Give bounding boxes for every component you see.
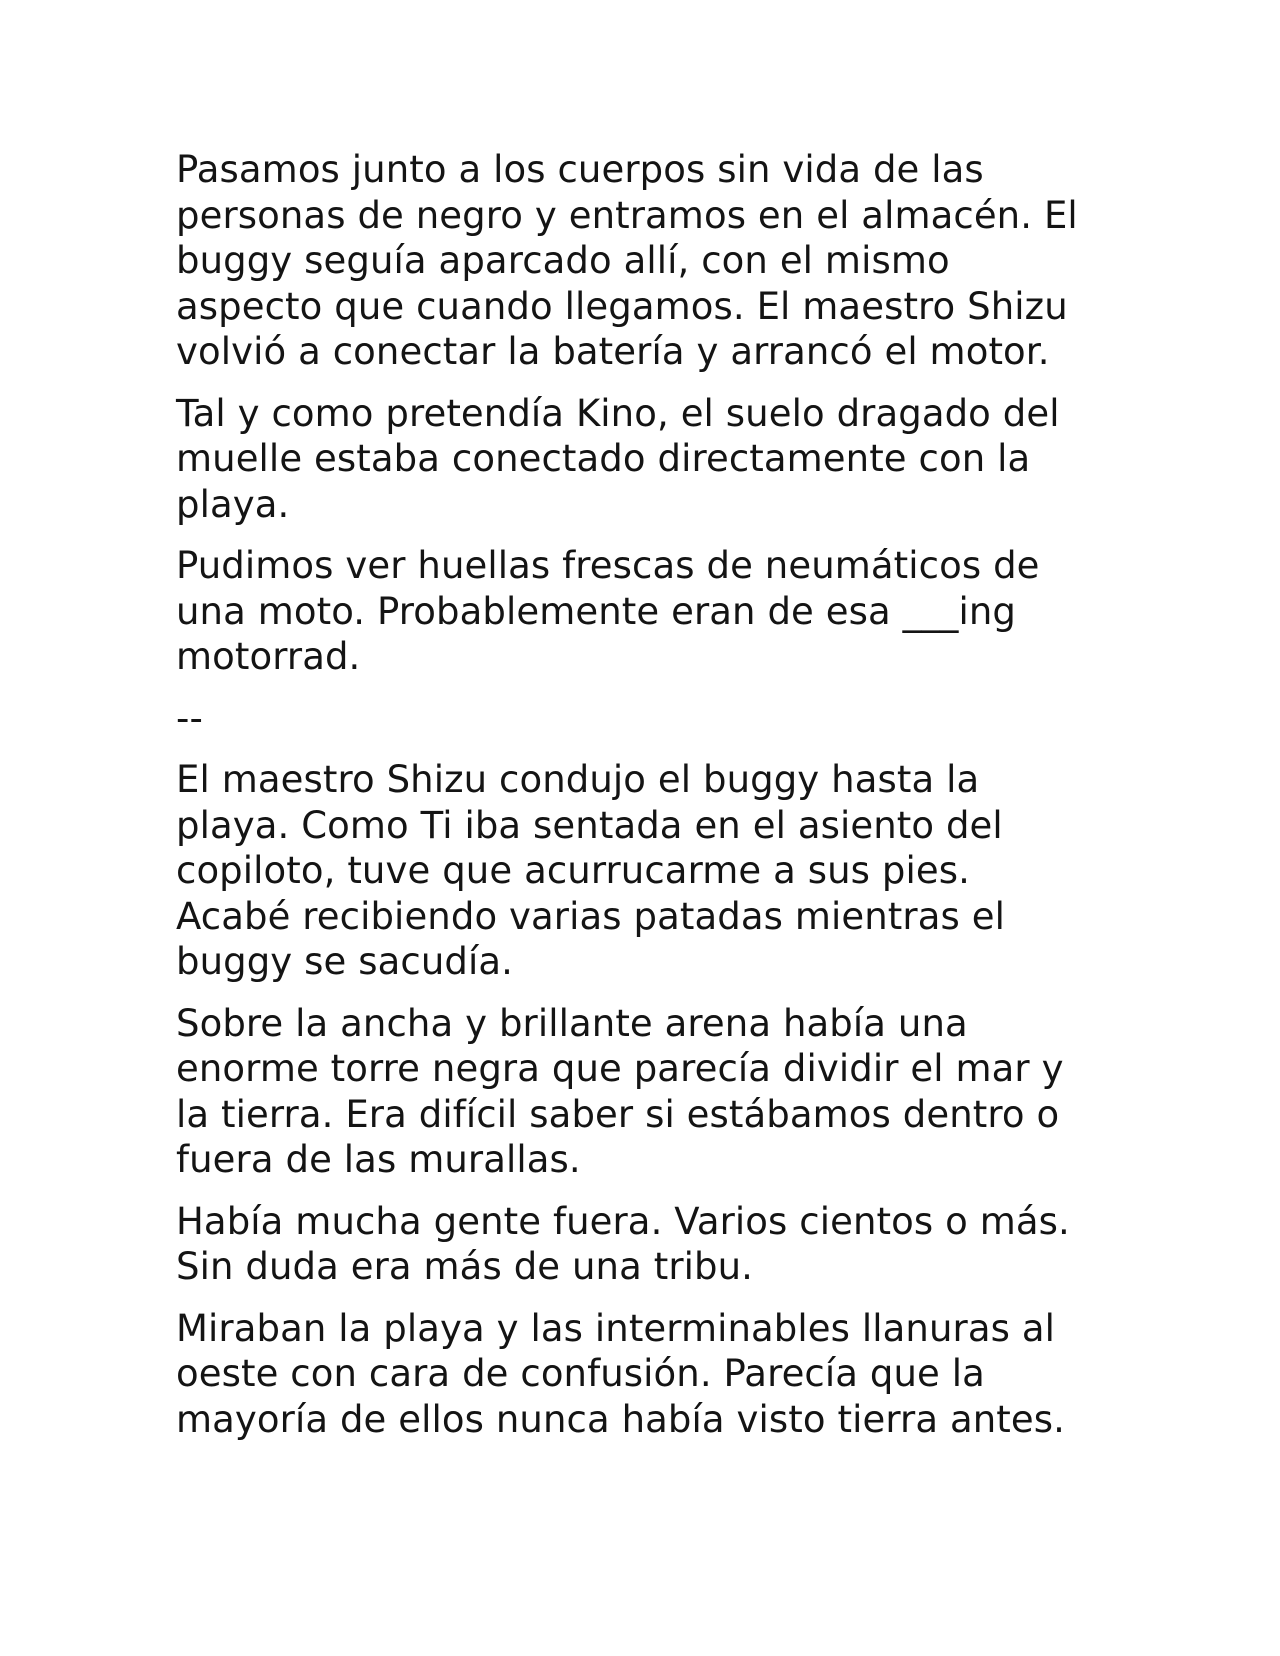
paragraph-4 [176, 757, 1096, 985]
text-line: volvió a conectar la batería y arrancó el motor. [176, 330, 1050, 373]
text-line: muelle estaba conectado directamente con la [176, 437, 1031, 480]
text-line: fuera de las murallas. [176, 1138, 581, 1181]
paragraph-1 [176, 147, 1096, 375]
text-line: Miraban la playa y las interminables llanuras al [176, 1306, 1055, 1350]
paragraph-3 [176, 543, 1096, 680]
text-line: buggy seguía aparcado allí, con el mismo [176, 239, 950, 282]
text-line: copiloto, tuve que acurrucarme a sus pies. [176, 849, 970, 892]
text-line: playa. Como Ti iba sentada en el asiento del [176, 803, 1003, 847]
text-line: Había mucha gente fuera. Varios cientos o más. [176, 1199, 1070, 1243]
text-line: motorrad. [176, 635, 361, 678]
text-line: Pasamos junto a los cuerpos sin vida de las [176, 148, 984, 191]
text-line: Sobre la ancha y brillante arena había una [176, 1001, 968, 1045]
text-line: buggy se sacudía. [176, 940, 514, 983]
text-line: personas de negro y entramos en el almacén. El [176, 193, 1078, 237]
text-line: aspecto que cuando llegamos. El maestro Shizu [176, 284, 1068, 328]
text-line: Acabé recibiendo varias patadas mientras el [176, 894, 1005, 938]
paragraph-7 [176, 1306, 1096, 1443]
text-line: la tierra. Era difícil saber si estábamos dentro o [176, 1092, 1060, 1136]
paragraph-5 [176, 1001, 1096, 1183]
text-line: una moto. Probablemente eran de esa ___ing [176, 589, 1016, 633]
paragraph-6 [176, 1199, 1096, 1290]
section-separator [176, 696, 1096, 742]
text-line: enorme torre negra que parecía dividir el mar y [176, 1047, 1064, 1090]
text-line: El maestro Shizu condujo el buggy hasta la [176, 758, 980, 801]
text-line: mayoría de ellos nunca había visto tierra antes. [176, 1397, 1065, 1441]
separator-text: -- [176, 696, 203, 740]
text-line: Sin duda era más de una tribu. [176, 1245, 754, 1288]
text-line: Pudimos ver huellas frescas de neumáticos de [176, 544, 1040, 587]
text-line: playa. [176, 482, 290, 526]
text-line: Tal y como pretendía Kino, el suelo dragado del [176, 391, 1060, 435]
document-page [176, 147, 1096, 1458]
paragraph-2 [176, 391, 1096, 528]
text-line: oeste con cara de confusión. Parecía que la [176, 1352, 985, 1395]
